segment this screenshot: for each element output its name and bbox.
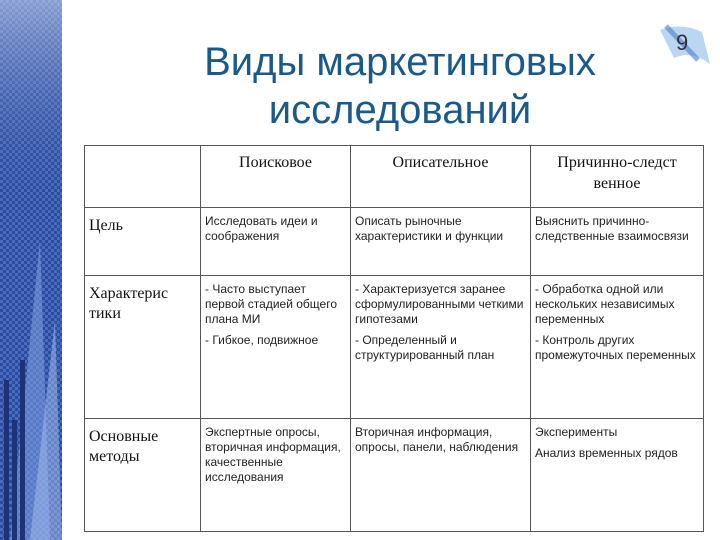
header-cell-empty [85,146,201,208]
table-cell: Эксперименты Анализ временных рядов [531,419,704,532]
row-label: Цель [85,208,201,276]
title-line-1: Виды маркетинговых [204,40,596,84]
research-types-table [84,145,704,532]
table-row-characteristics [85,276,704,419]
page-number: 9 [676,30,689,55]
table-cell: - Обработка одной или нескольких независимых переменных - Контроль других промежуточных переменных [531,276,704,419]
title-line-2: исследований [268,88,532,132]
row-label: Основные методы [85,419,201,532]
table-row-goal [85,208,704,276]
header-cell-causal: Причинно-следст венное [531,146,704,208]
table-cell: Исследовать идеи и соображения [201,208,351,276]
table-header-row [85,146,704,208]
table-cell: - Часто выступает первой стадией общего плана МИ - Гибкое, подвижное [201,276,351,419]
header-cell-exploratory: Поисковое [201,146,351,208]
table-row-methods [85,419,704,532]
row-label: Характерис тики [85,276,201,419]
table-cell: - Характеризуется заранее сформулированными четкими гипотезами - Определенный и структурированный план [351,276,531,419]
table-cell: Вторичная информация, опросы, панели, наблюдения [351,419,531,532]
header-cell-descriptive: Описательное [351,146,531,208]
table-cell: Описать рыночные характеристики и функции [351,208,531,276]
table-cell: Выяснить причинно-следственные взаимосвязи [531,208,704,276]
table-cell: Экспертные опросы, вторичная информация, качественные исследования [201,419,351,532]
decorative-sidebar [0,0,62,540]
page-title [110,38,690,134]
sidebar-pattern [0,0,62,540]
